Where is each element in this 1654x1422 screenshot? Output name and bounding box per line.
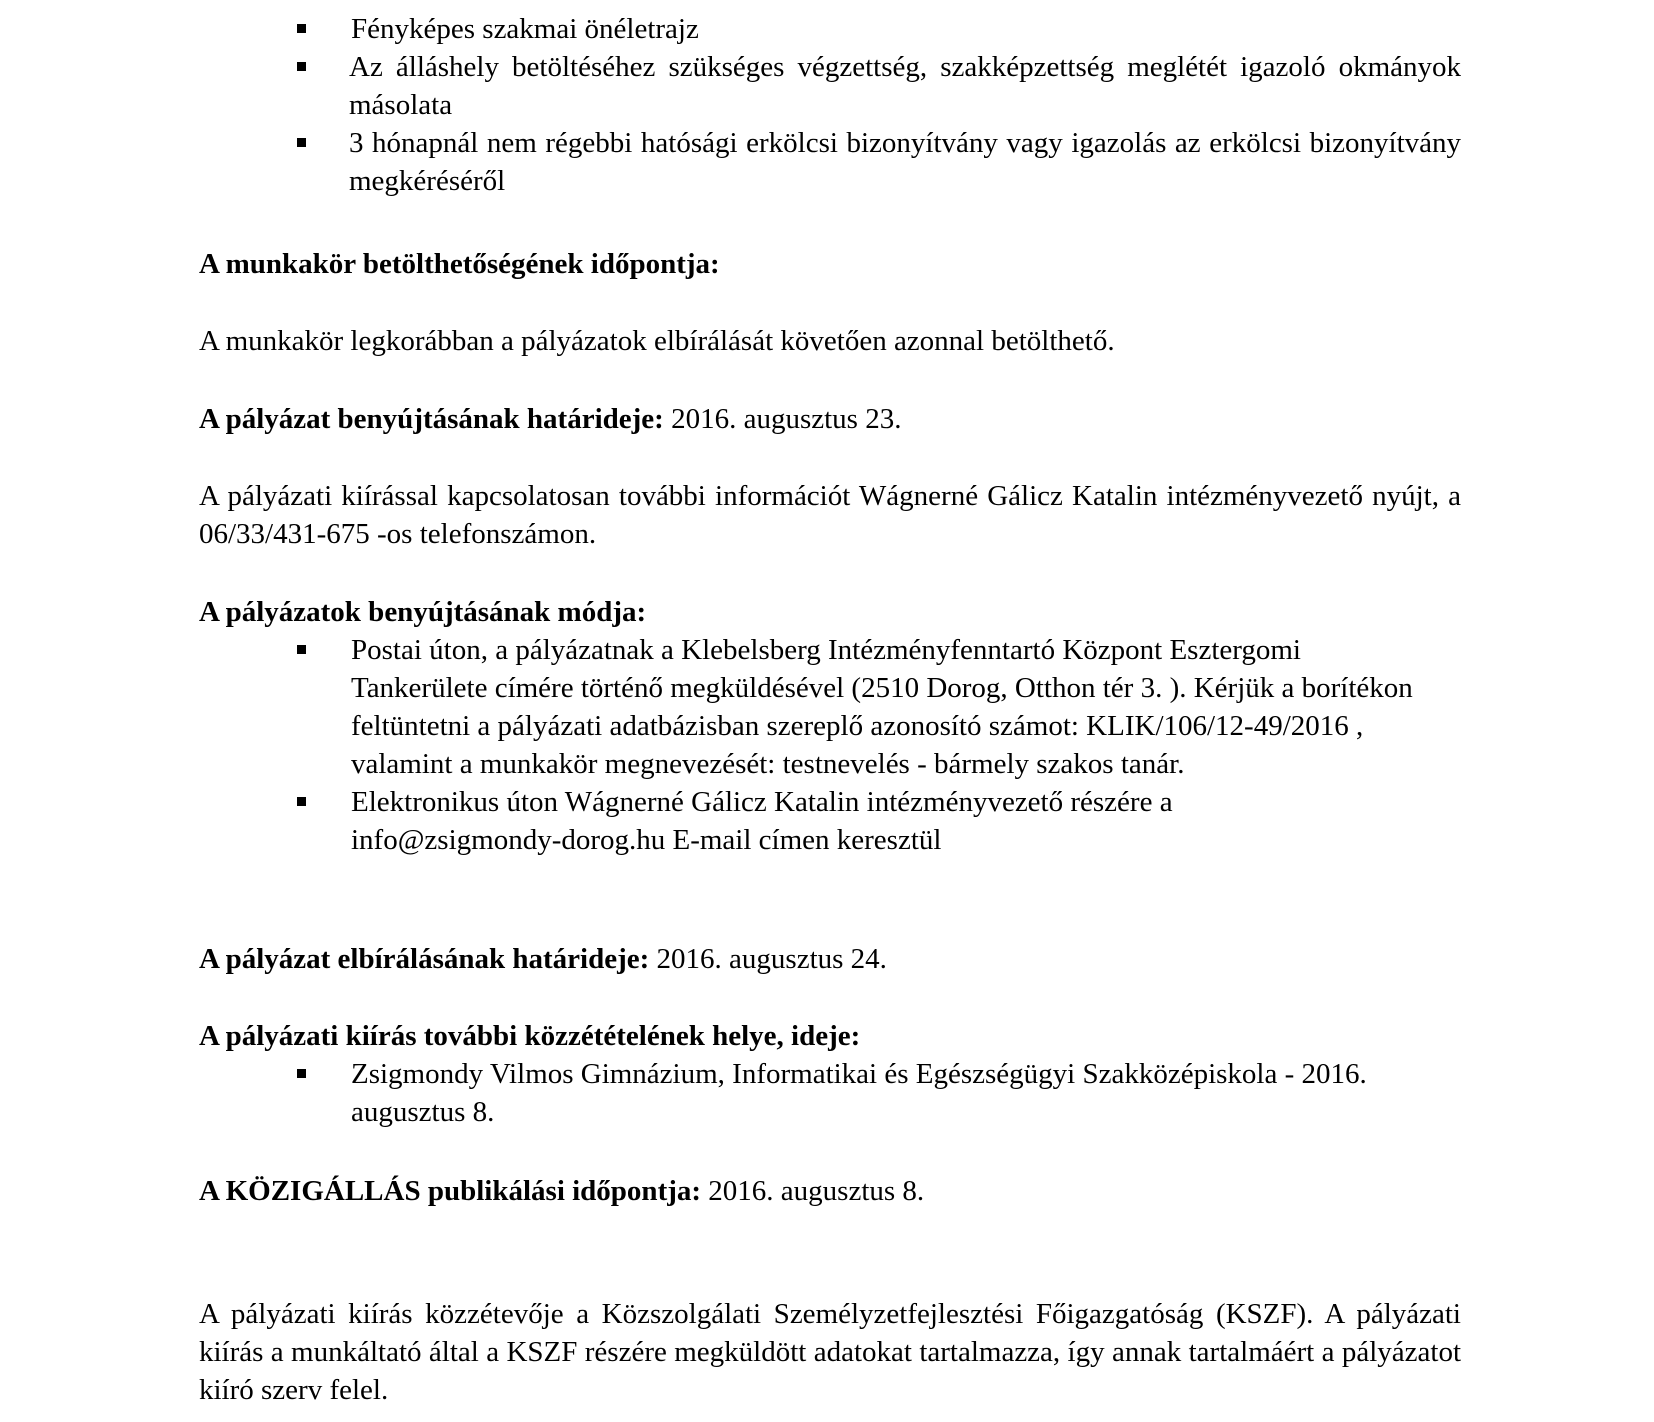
square-bullet-icon: [297, 138, 306, 147]
further-publication-heading: A pályázati kiírás további közzétételének helye, ideje:: [199, 1020, 861, 1052]
list-item: [199, 10, 1461, 48]
square-bullet-icon: [297, 1069, 306, 1078]
fill-date-text: A munkakör legkorábban a pályázatok elbírálását követően azonnal betölthető.: [199, 325, 1115, 357]
evaluation-deadline-label: A pályázat elbírálásának határideje:: [199, 943, 650, 975]
submission-deadline-value: 2016. augusztus 23.: [663, 403, 902, 435]
list-item: [199, 124, 1461, 200]
evaluation-deadline: [199, 940, 1461, 978]
square-bullet-icon: [297, 62, 306, 71]
list-item-text: Az álláshely betöltéséhez szükséges végzettség, szakképzettség meglétét igazoló okmányok másolata: [349, 51, 1461, 121]
list-item: [199, 631, 1461, 783]
list-item-text: Zsigmondy Vilmos Gimnázium, Informatikai és Egészségügyi Szakközépiskola - 2016. augusztus 8.: [351, 1058, 1367, 1128]
fill-date-heading: A munkakör betölthetőségének időpontja:: [199, 248, 720, 280]
list-item: [199, 48, 1461, 124]
contact-info-text: A pályázati kiírással kapcsolatosan további információt Wágnerné Gálicz Katalin intézményvezető nyújt, a 06/33/431-675 -os telefonszámon.: [199, 480, 1461, 550]
kozigallas-value: 2016. augusztus 8.: [701, 1175, 925, 1207]
square-bullet-icon: [297, 24, 306, 33]
submission-deadline: [199, 400, 1461, 438]
further-publication-list: [199, 1055, 1461, 1131]
square-bullet-icon: [297, 797, 306, 806]
evaluation-deadline-value: 2016. augusztus 24.: [649, 943, 887, 975]
list-item-text: Elektronikus úton Wágnerné Gálicz Katalin intézményvezető részére a info@zsigmondy-dorog.hu E-mail címen keresztül: [351, 786, 1173, 856]
square-bullet-icon: [297, 645, 306, 654]
required-documents-list: [199, 10, 1461, 200]
list-item: [199, 783, 1461, 859]
submission-deadline-label: A pályázat benyújtásának határideje:: [199, 403, 664, 435]
submission-method-list: [199, 631, 1461, 859]
list-item-text: 3 hónapnál nem régebbi hatósági erkölcsi bizonyítvány vagy igazolás az erkölcsi bizonyítvány megkéréséről: [349, 127, 1461, 197]
submission-method-heading: A pályázatok benyújtásának módja:: [199, 596, 647, 628]
kozigallas-publication-date: [199, 1172, 1461, 1210]
list-item-text: Fényképes szakmai önéletrajz: [351, 13, 699, 45]
list-item-text: Postai úton, a pályázatnak a Klebelsberg Intézményfenntartó Központ Esztergomi Tankerülete címére történő megküldésével (2510 Dorog, Otthon tér 3. ). Kérjük a borítékon feltüntetni a pályázati adatbázisban szereplő azonosító számot: KLIK/106/12-49/2016 , valamint a munkakör megnevezését: testnevelés - bármely szakos tanár.: [351, 634, 1413, 780]
closing-text: A pályázati kiírás közzétevője a Közszolgálati Személyzetfejlesztési Főigazgatóság (KSZF). A pályázati kiírás a munkáltató által a KSZF részére megküldött adatokat tartalmazza, így annak tartalmáért a pályázatot kiíró szerv felel.: [199, 1298, 1461, 1406]
kozigallas-label: A KÖZIGÁLLÁS publikálási időpontja:: [199, 1175, 702, 1207]
list-item: [199, 1055, 1461, 1131]
